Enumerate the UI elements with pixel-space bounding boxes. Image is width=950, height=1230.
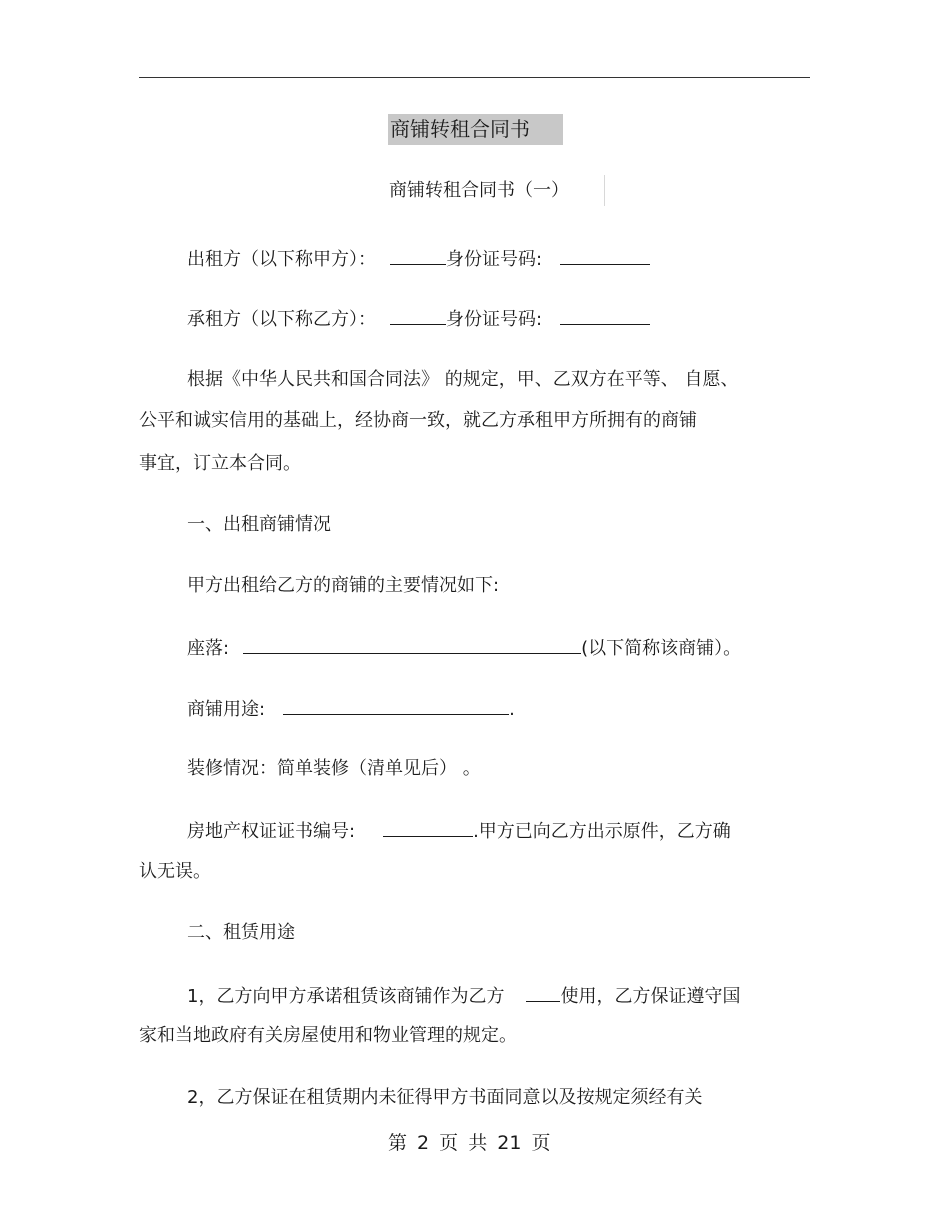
lessor-name-blank	[390, 246, 446, 265]
lessor-label: 出租方（以下称甲方）：	[187, 249, 376, 270]
usage-blank	[283, 696, 509, 715]
intro-paragraph-line-3: 事宜，订立本合同。	[139, 453, 301, 474]
usage-suffix: .	[509, 699, 515, 720]
lessee-label: 承租方（以下称乙方）：	[187, 309, 376, 330]
decoration-line: 装修情况：简单装修（清单见后） 。	[187, 758, 481, 779]
usage-label: 商铺用途:	[187, 699, 266, 720]
location-line	[187, 635, 741, 661]
clause-2-line-1: 2，乙方保证在租赁期内未征得甲方书面同意以及按规定须经有关	[187, 1087, 703, 1108]
clause-1-line-2: 家和当地政府有关房屋使用和物业管理的规定。	[139, 1025, 517, 1046]
section-1-heading: 一、出租商铺情况	[187, 514, 331, 535]
lessee-line	[187, 306, 650, 332]
lessor-id-blank	[560, 246, 650, 265]
clause-1-blank	[526, 983, 560, 1002]
clause-1-line-1	[187, 983, 740, 1009]
lessee-id-label: 身份证号码:	[446, 309, 543, 330]
document-title: 商铺转租合同书	[388, 114, 563, 145]
page-indicator: 第 2 页 共 21 页	[388, 1132, 551, 1154]
lessee-id-blank	[560, 306, 650, 325]
certificate-line-2: 认无误。	[139, 861, 211, 882]
certificate-blank	[383, 818, 473, 837]
intro-paragraph-line-1: 根据《中华人民共和国合同法》 的规定，甲、乙双方在平等、 自愿、	[187, 369, 739, 390]
document-subtitle: 商铺转租合同书（一）	[389, 175, 605, 206]
certificate-line	[187, 818, 731, 844]
clause-1-prefix: 1，乙方向甲方承诺租赁该商铺作为乙方	[187, 986, 505, 1007]
certificate-label: 房地产权证证书编号:	[187, 821, 356, 842]
header-rule	[139, 77, 810, 78]
location-label: 座落:	[187, 638, 230, 659]
lessor-line	[187, 246, 650, 272]
certificate-suffix: .甲方已向乙方出示原件，乙方确	[473, 821, 731, 842]
location-suffix: (以下简称该商铺）。	[581, 638, 742, 659]
lessee-name-blank	[390, 306, 446, 325]
location-blank	[243, 635, 581, 654]
clause-1-suffix: 使用，乙方保证遵守国	[560, 986, 741, 1007]
section-1-intro: 甲方出租给乙方的商铺的主要情况如下:	[187, 575, 500, 596]
usage-line	[187, 696, 515, 722]
intro-paragraph-line-2: 公平和诚实信用的基础上，经协商一致，就乙方承租甲方所拥有的商铺	[139, 410, 697, 431]
lessor-id-label: 身份证号码:	[446, 249, 543, 270]
section-2-heading: 二、租赁用途	[187, 922, 295, 943]
